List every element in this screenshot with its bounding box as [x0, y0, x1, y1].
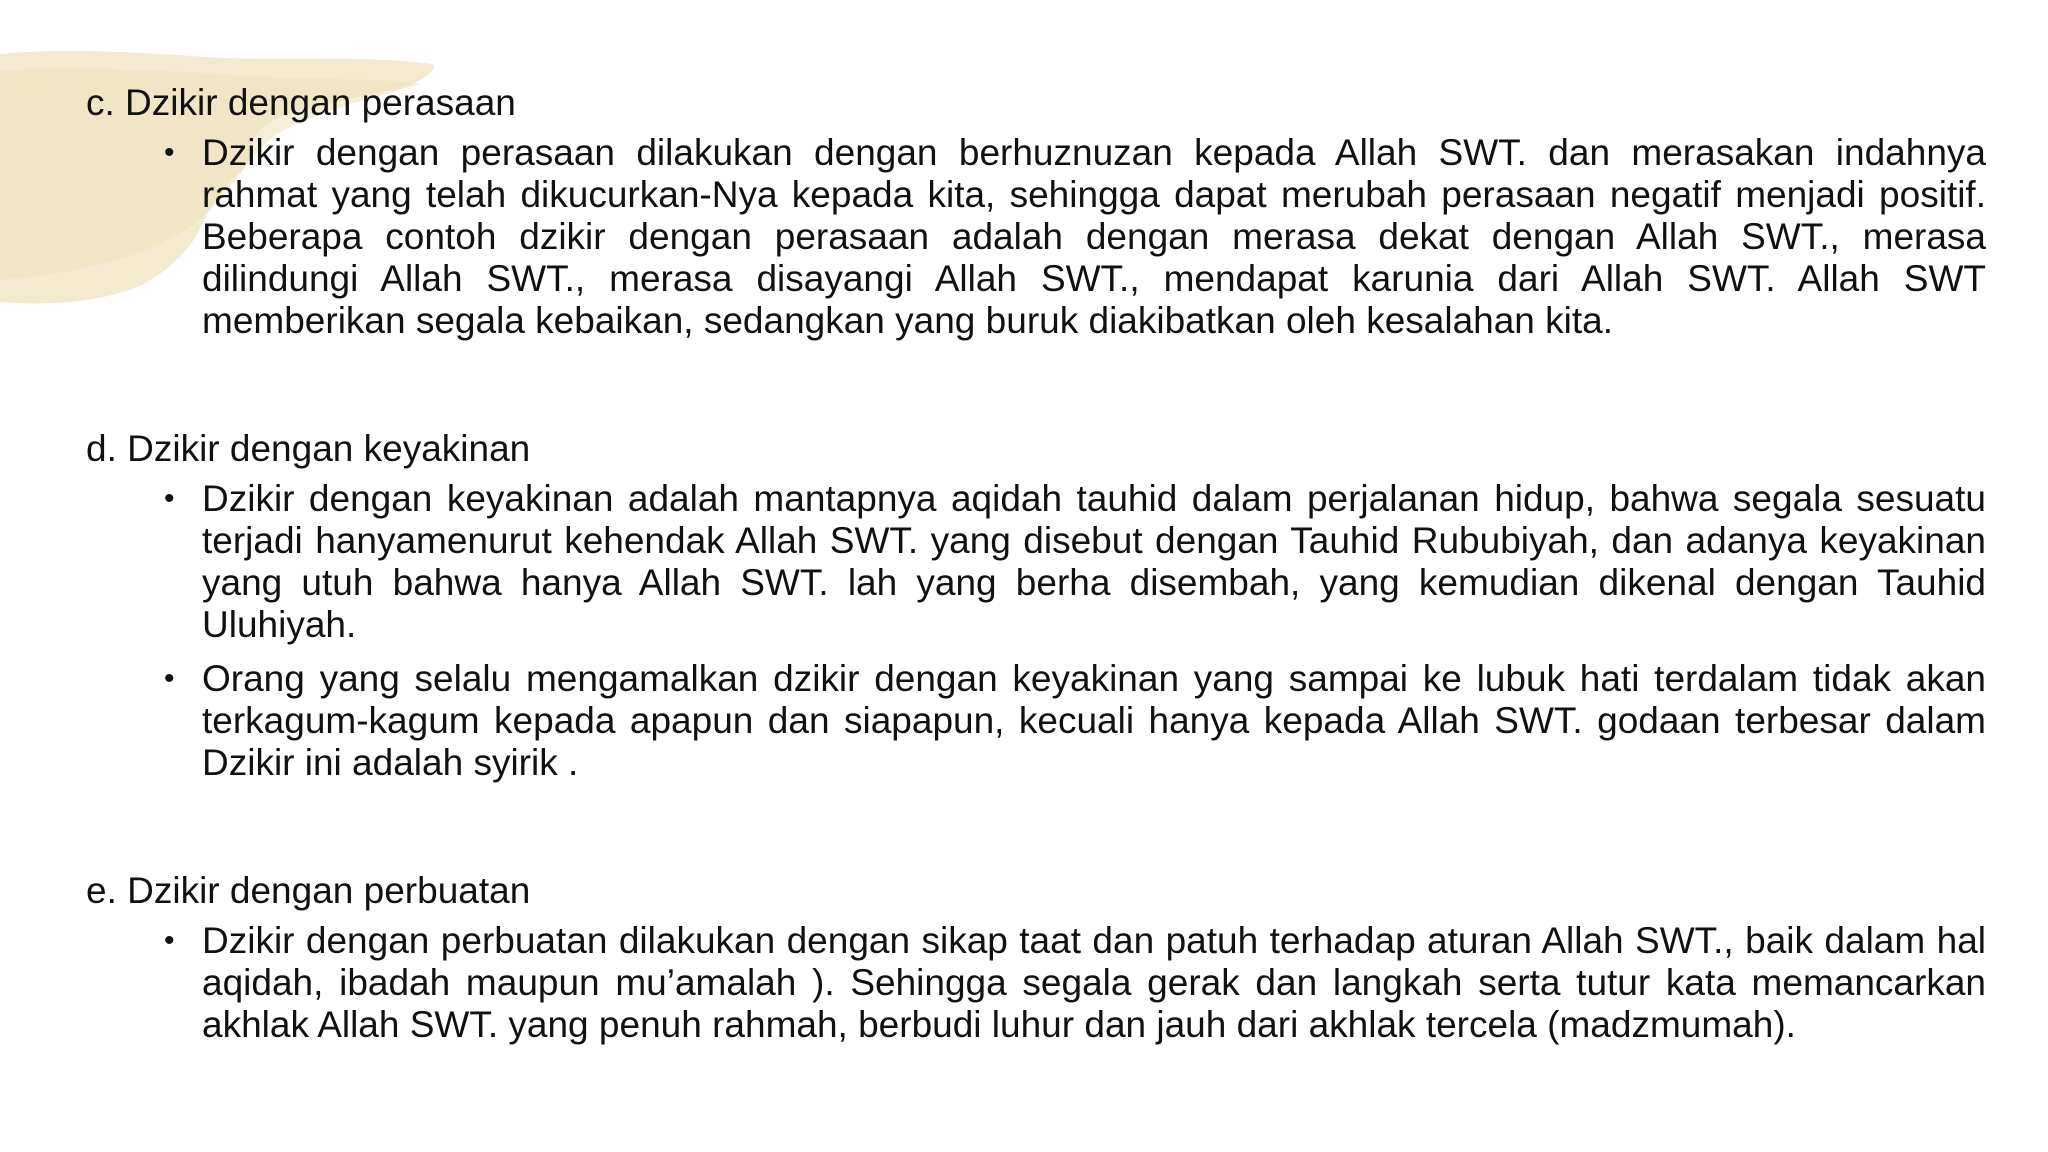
bullet-list [86, 920, 1986, 1046]
slide-content [86, 80, 1986, 1058]
bullet-list [86, 478, 1986, 784]
section-heading: d. Dzikir dengan keyakinan [86, 428, 531, 469]
bullet-item [164, 132, 1986, 342]
bullet-item [164, 658, 1986, 784]
bullet-icon: • [164, 662, 175, 695]
bullet-item [164, 478, 1986, 646]
section-heading: c. Dzikir dengan perasaan [86, 82, 516, 123]
bullet-text: Dzikir dengan perasaan dilakukan dengan berhuznuzan kepada Allah SWT. dan merasakan indahnya rahmat yang telah dikucurkan-Nya kepada kita, sehingga dapat merubah perasaan negatif menjadi positif. Beberapa contoh dzikir dengan perasaan adalah dengan merasa dekat dengan Allah SWT., merasa dilindungi Allah SWT., merasa disayangi Allah SWT., mendapat karunia dari Allah SWT. Allah SWT memberikan segala kebaikan, sedangkan yang buruk diakibatkan oleh kesalahan kita. [202, 132, 1986, 341]
bullet-text: Dzikir dengan keyakinan adalah mantapnya aqidah tauhid dalam perjalanan hidup, bahwa segala sesuatu terjadi hanyamenurut kehendak Allah SWT. yang disebut dengan Tauhid Rububiyah, dan adanya keyakinan yang utuh bahwa hanya Allah SWT. lah yang berha disembah, yang kemudian dikenal dengan Tauhid Uluhiyah. [202, 478, 1986, 645]
bullet-icon: • [164, 924, 175, 957]
section-heading: e. Dzikir dengan perbuatan [86, 870, 531, 911]
bullet-item [164, 920, 1986, 1046]
bullet-text: Dzikir dengan perbuatan dilakukan dengan sikap taat dan patuh terhadap aturan Allah SWT., baik dalam hal aqidah, ibadah maupun mu’amalah ). Sehingga segala gerak dan langkah serta tutur kata memancarkan akhlak Allah SWT. yang penuh rahmah, berbudi luhur dan jauh dari akhlak tercela (madzmumah). [202, 920, 1986, 1045]
section-dzikir-keyakinan [86, 426, 1986, 784]
bullet-list [86, 132, 1986, 342]
bullet-icon: • [164, 482, 175, 515]
section-dzikir-perbuatan [86, 868, 1986, 1046]
bullet-icon: • [164, 136, 175, 169]
section-dzikir-perasaan [86, 80, 1986, 342]
bullet-text: Orang yang selalu mengamalkan dzikir dengan keyakinan yang sampai ke lubuk hati terdalam tidak akan terkagum-kagum kepada apapun dan siapapun, kecuali hanya kepada Allah SWT. godaan terbesar dalam Dzikir ini adalah syirik . [202, 658, 1986, 783]
